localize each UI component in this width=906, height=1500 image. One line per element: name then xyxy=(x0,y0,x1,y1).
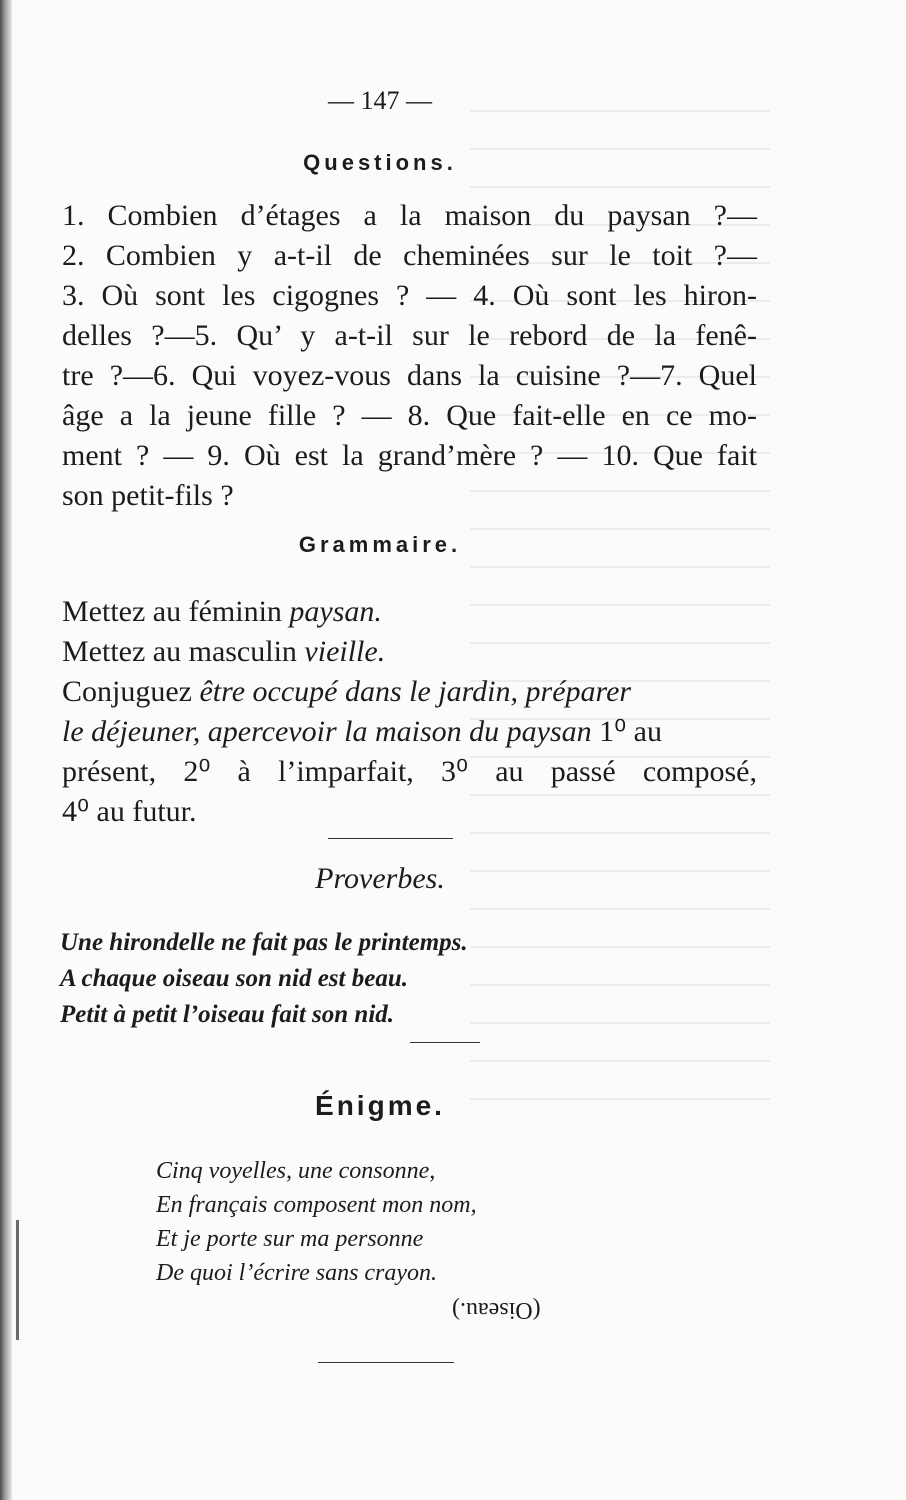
page-end-divider xyxy=(318,1362,454,1363)
question-line: son petit-fils ? xyxy=(62,479,234,512)
question-line: delles ?—5. Qu’ y a-t-il sur le rebord de la fenê- xyxy=(62,319,757,352)
proverb-line: A chaque oiseau son nid est beau. xyxy=(60,965,408,992)
proverb-line: Une hirondelle ne fait pas le printemps. xyxy=(60,929,468,956)
grammar-line: 4⁰ au futur. xyxy=(62,795,197,828)
section-divider xyxy=(410,1042,480,1043)
grammaire-heading: Grammaire. xyxy=(298,532,462,557)
poem-line: De quoi l’écrire sans crayon. xyxy=(156,1260,438,1286)
question-line: tre ?—6. Qui voyez-vous dans la cuisine ?—7. Quel xyxy=(62,359,757,392)
page-binding-edge xyxy=(0,0,12,1500)
grammar-italic-word: vieille. xyxy=(304,635,386,668)
poem-line: Cinq voyelles, une consonne, xyxy=(156,1158,436,1184)
question-line: 3. Où sont les cigognes ? — 4. Où sont les hiron- xyxy=(62,279,757,312)
grammar-line xyxy=(62,632,757,672)
enigme-heading: Énigme. xyxy=(315,1090,445,1121)
question-line: âge a la jeune fille ? — 8. Que fait-elle en ce mo- xyxy=(62,399,757,432)
binding-mark xyxy=(16,1220,19,1340)
poem-line: Et je porte sur ma personne xyxy=(156,1226,424,1252)
grammar-line xyxy=(62,672,757,712)
question-line: 2. Combien y a-t-il de cheminées sur le toit ?— xyxy=(62,239,757,272)
grammar-text: Mettez au féminin xyxy=(62,595,290,628)
grammar-italic-word: paysan. xyxy=(289,595,382,628)
question-line: ment ? — 9. Où est la grand’mère ? — 10. Que fait xyxy=(62,439,757,472)
proverb-line: Petit à petit l’oiseau fait son nid. xyxy=(60,1001,395,1028)
grammar-text: 1⁰ au xyxy=(591,715,662,748)
question-line: 1. Combien d’étages a la maison du paysan ?— xyxy=(62,199,757,232)
grammar-italic-phrase: être occupé dans le jardin, préparer xyxy=(199,675,632,708)
page-number: — 147 — xyxy=(328,86,432,115)
grammar-italic-phrase: le déjeuner, apercevoir la maison du paysan xyxy=(62,715,592,748)
questions-heading: Questions. xyxy=(303,150,457,175)
section-divider xyxy=(328,838,453,839)
grammar-line: présent, 2⁰ à l’imparfait, 3⁰ au passé composé, xyxy=(62,755,757,788)
proverbes-heading: Proverbes. xyxy=(315,862,445,895)
grammar-text: Conjuguez xyxy=(62,675,200,708)
grammar-text: Mettez au masculin xyxy=(62,635,305,668)
grammar-line xyxy=(62,712,757,752)
riddle-answer-upside-down: (Oiseau.) xyxy=(452,1297,541,1323)
grammar-line xyxy=(62,592,757,632)
poem-line: En français composent mon nom, xyxy=(156,1192,477,1218)
